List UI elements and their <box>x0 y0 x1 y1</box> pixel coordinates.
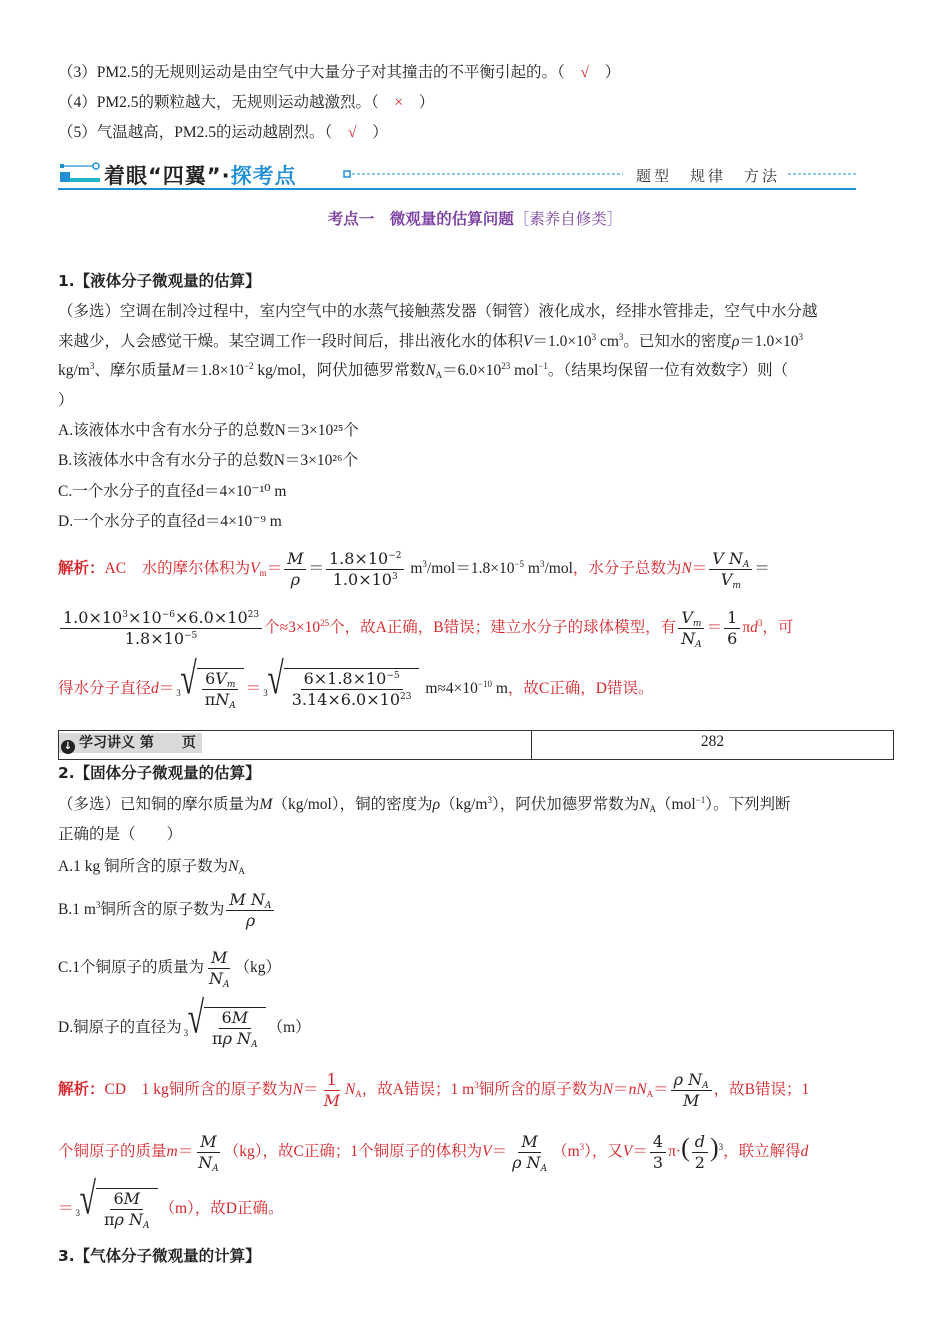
q2-solution-line1: 解析：CD 1 kg铜所含的原子数为N＝ $\frac{1}{M}$ $N_A$，故A错误；1 $m^3$铜所含的原子数为$N=nN_A=$ $\frac{\rho N_A}{M}$ ，故B错误；1 <box>58 1069 810 1110</box>
q1-solution-line1: 解析：AC 水的摩尔体积为$V_m=$ $\frac{M}{\rho}$ ＝ $\frac{1.8\times 10^{-2}}{1.0\times 10^3}$ $m^3/mol=1.8\times 10^{-5}$ $m^3$/mol，水分子总数为N＝ $\frac{V N_A}{V_m}$ ＝ <box>58 548 770 591</box>
q2-solution-line3: ＝ 3 √ $\frac{6M}{\pi\rho N_A}$ （m），故D正确。 <box>58 1174 284 1232</box>
check-mark: √ <box>580 64 590 81</box>
q1-option-a: A.该液体水中含有水分子的总数N＝3×10²⁵个 <box>58 422 359 439</box>
q2-option-c: C.1个铜原子的质量为 $\frac{M}{N_A}$ （kg） <box>58 947 281 990</box>
q2-option-d: D.铜原子的直径为 3 √ $\frac{6M}{\pi\rho N_A}$ （m） <box>58 993 311 1051</box>
intro-item-3: （3）PM2.5的无规则运动是由空气中大量分子对其撞击的不平衡引起的。（ √ ） <box>58 62 620 84</box>
q1-heading: 1.【液体分子微观量的估算】 <box>58 272 261 290</box>
section-banner <box>58 158 858 192</box>
q2-stem-line2: 正确的是（ ） <box>58 826 183 843</box>
page-info-bar <box>58 730 894 760</box>
q3-heading: 3.【气体分子微观量的计算】 <box>58 1247 261 1265</box>
banner-subtitle: 题型 规律 方法 <box>636 167 781 185</box>
q2-stem-line1: （多选）已知铜的摩尔质量为M（kg/mol），铜的密度为$\rho(kg/m^3)$，阿伏加德罗常数为$N_A(mol^{-1})$。下列判断 <box>58 795 791 814</box>
q1-option-b: B.该液体水中含有水分子的总数N＝3×10²⁶个 <box>58 452 358 469</box>
check-mark: √ <box>348 124 357 141</box>
banner-title: 着眼“四翼”·探考点 <box>104 164 297 188</box>
page-label: ↓ 学习讲义 第 页 <box>59 733 202 753</box>
q1-solution-line2: $\frac{1.0\times 10^3\times 10^{-6}\times 6.0\times 10^{23}}{1.8\times 10^{-5}}$ 个$\approx 3\times 10^{25}$个，故A正确，B错误；建立水分子的球体模型，有 $\frac{V_m}{N_A}$ ＝ $\frac{1}{6}$ $\pi d^3$，可 <box>58 606 793 650</box>
q2-option-b: B.1 $m^3$铜所含的原子数为 $\frac{M N_A}{\rho}$ <box>58 886 276 934</box>
q1-option-c: C.一个水分子的直径d＝4×10⁻¹⁰ m <box>58 483 287 500</box>
q1-stem-line3: $kg/m^3$、摩尔质量$M=1.8\times 10^{-2}$ kg/mol，阿伏加德罗常数$N_A=6.0\times 10^{23}$ mol$^{-1}$。（结果均保留一位有效数字）则（ <box>58 361 789 380</box>
intro-item-4: （4）PM2.5的颗粒越大，无规则运动越激烈。（ × ） <box>58 92 434 114</box>
q1-solution-line3: 得水分子直径d＝ 3 √ $\frac{6V_m}{\pi N_A}$ ＝ 3 √ $\frac{6\times 1.8\times 10^{-5}}{3.14\times 6.0\times 10^{23}}$ $m\approx 4\times 10^{-10}$ m，故C正确，D错误。 <box>58 654 654 712</box>
q2-heading: 2.【固体分子微观量的估算】 <box>58 764 261 782</box>
q1-stem-line4: ） <box>58 392 74 409</box>
q1-stem-line2: 来越少，人会感觉干燥。某空调工作一段时间后，排出液化水的体积$V=1.0\times 10^3$ $cm^3$。已知水的密度$\rho=1.0\times 10^3$ <box>58 332 804 350</box>
q1-option-d: D.一个水分子的直径d＝4×10⁻⁹ m <box>58 513 282 530</box>
intro-item-5: （5）气温越高，PM2.5的运动越剧烈。（ √ ） <box>58 122 388 144</box>
cross-mark: × <box>394 94 404 111</box>
q2-option-a: A.1 kg 铜所含的原子数为$N_A$ <box>58 858 245 876</box>
q1-stem-line1: （多选）空调在制冷过程中，室内空气中的水蒸气接触蒸发器（铜管）液化成水，经排水管排走，空气中水分越 <box>58 303 818 320</box>
download-icon: ↓ <box>61 740 75 754</box>
q2-solution-line2: 个铜原子的质量m＝ $\frac{M}{N_A}$ （kg），故C正确；1个铜原子的体积为V＝ $\frac{M}{\rho N_A}$ $(m^3)$，又V＝ $\frac{4}{3}$ π·( $\frac{d}{2}$ )$^3$，联立解得d <box>58 1131 809 1174</box>
section-title: 考点一 微观量的估算问题［素养自修类］ <box>327 210 623 228</box>
page-number: 282 <box>700 733 725 750</box>
